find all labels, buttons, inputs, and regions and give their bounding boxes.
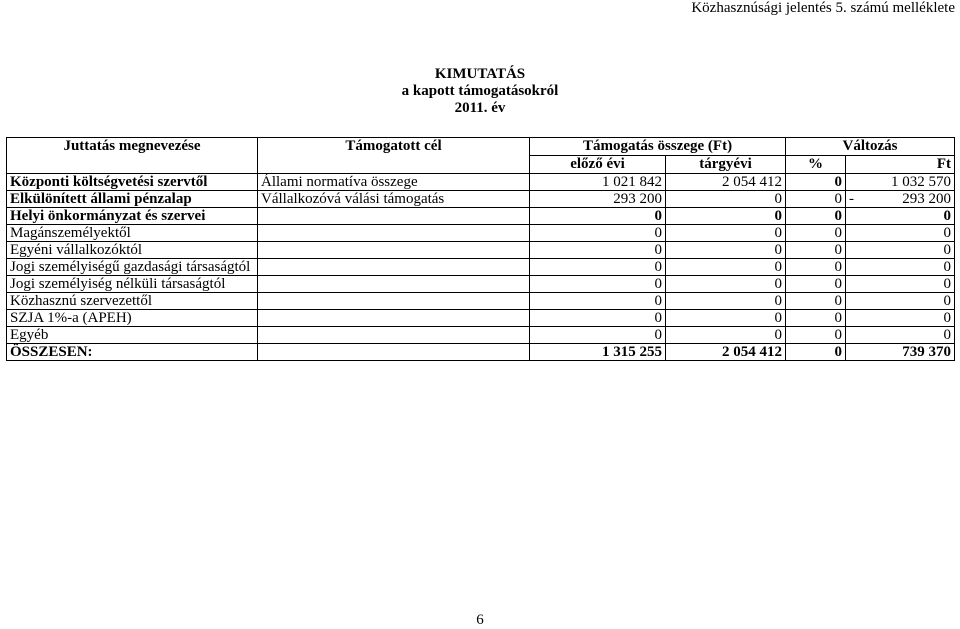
row-prev: 1 021 842 — [530, 174, 666, 191]
table-row — [7, 259, 955, 276]
row-name: Egyéb — [7, 327, 258, 344]
header-ft: Ft — [846, 156, 955, 174]
row-name: Jogi személyiségű gazdasági társaságtól — [7, 259, 258, 276]
row-prev: 0 — [530, 327, 666, 344]
row-pct: 0 — [786, 276, 846, 293]
total-prev: 1 315 255 — [530, 344, 666, 361]
row-ft — [846, 242, 955, 259]
row-name: Közhasznú szervezettől — [7, 293, 258, 310]
title-line-1: KIMUTATÁS — [434, 66, 526, 82]
row-curr: 0 — [666, 293, 786, 310]
page-number: 6 — [476, 612, 484, 628]
row-curr: 0 — [666, 225, 786, 242]
row-pct: 0 — [786, 225, 846, 242]
row-ft-value: 1 032 570 — [891, 173, 952, 190]
row-pct: 0 — [786, 293, 846, 310]
row-ft — [846, 310, 955, 327]
row-curr: 0 — [666, 276, 786, 293]
row-purpose — [258, 259, 530, 276]
table-row — [7, 276, 955, 293]
title-line-3: 2011. év — [454, 100, 506, 116]
row-name: Jogi személyiség nélküli társaságtól — [7, 276, 258, 293]
row-name: Magánszemélyektől — [7, 225, 258, 242]
total-label: ÖSSZESEN: — [7, 344, 258, 361]
row-ft — [846, 276, 955, 293]
row-curr: 0 — [666, 208, 786, 225]
table-row — [7, 242, 955, 259]
row-prev: 0 — [530, 225, 666, 242]
title-line-2: a kapott támogatásokról — [401, 83, 559, 99]
row-pct: 0 — [786, 191, 846, 208]
header-amount-group: Támogatás összege (Ft) — [530, 138, 786, 156]
row-ft — [846, 208, 955, 225]
row-purpose: Vállalkozóvá válási támogatás — [258, 191, 530, 208]
row-prev: 0 — [530, 293, 666, 310]
header-curr: tárgyévi — [666, 156, 786, 174]
subheader-empty-1 — [7, 156, 258, 174]
row-curr: 0 — [666, 310, 786, 327]
table-row — [7, 174, 955, 191]
row-prev: 0 — [530, 242, 666, 259]
row-ft — [846, 293, 955, 310]
row-name: Helyi önkormányzat és szervei — [7, 208, 258, 225]
subheader-empty-2 — [258, 156, 530, 174]
row-ft — [846, 174, 955, 191]
row-pct: 0 — [786, 242, 846, 259]
row-prev: 0 — [530, 259, 666, 276]
row-curr: 0 — [666, 259, 786, 276]
row-sign: - — [849, 190, 855, 207]
row-purpose — [258, 208, 530, 225]
header-prev: előző évi — [530, 156, 666, 174]
row-ft-value: 0 — [943, 292, 952, 309]
row-name: SZJA 1%-a (APEH) — [7, 310, 258, 327]
table-row — [7, 310, 955, 327]
table-row — [7, 293, 955, 310]
row-pct: 0 — [786, 327, 846, 344]
row-purpose — [258, 327, 530, 344]
row-name: Elkülönített állami pénzalap — [7, 191, 258, 208]
row-ft — [846, 327, 955, 344]
row-ft-value: 0 — [943, 258, 952, 275]
row-purpose: Állami normatíva összege — [258, 174, 530, 191]
row-name: Egyéni vállalkozóktól — [7, 242, 258, 259]
row-prev: 0 — [530, 208, 666, 225]
row-pct: 0 — [786, 208, 846, 225]
row-ft — [846, 259, 955, 276]
total-purpose — [258, 344, 530, 361]
table-row — [7, 208, 955, 225]
table-header-row — [7, 138, 955, 156]
row-name: Központi költségvetési szervtől — [7, 174, 258, 191]
document-header: Közhasznúsági jelentés 5. számú melléklete — [691, 0, 955, 16]
row-pct: 0 — [786, 259, 846, 276]
table-subheader-row — [7, 156, 955, 174]
row-prev: 0 — [530, 276, 666, 293]
row-purpose — [258, 242, 530, 259]
row-ft-value: 0 — [943, 241, 952, 258]
row-curr: 0 — [666, 327, 786, 344]
header-name: Juttatás megnevezése — [7, 138, 258, 156]
table-row — [7, 225, 955, 242]
row-prev: 0 — [530, 310, 666, 327]
row-pct: 0 — [786, 174, 846, 191]
row-ft-value: 0 — [943, 309, 952, 326]
table-row — [7, 191, 955, 208]
row-purpose — [258, 310, 530, 327]
row-purpose — [258, 293, 530, 310]
row-curr: 0 — [666, 191, 786, 208]
row-ft-value: 0 — [943, 207, 952, 224]
row-curr: 2 054 412 — [666, 174, 786, 191]
row-ft-value: 0 — [943, 224, 952, 241]
support-table — [6, 137, 955, 361]
header-pct: % — [786, 156, 846, 174]
row-ft-value: 0 — [943, 326, 952, 343]
row-ft — [846, 225, 955, 242]
total-pct: 0 — [786, 344, 846, 361]
row-ft-value: 0 — [943, 275, 952, 292]
row-ft-value: 293 200 — [902, 190, 952, 207]
row-purpose — [258, 276, 530, 293]
row-pct: 0 — [786, 310, 846, 327]
table-row — [7, 327, 955, 344]
total-ft: 739 370 — [846, 344, 955, 361]
row-curr: 0 — [666, 242, 786, 259]
row-prev: 293 200 — [530, 191, 666, 208]
header-change-group: Változás — [786, 138, 955, 156]
row-purpose — [258, 225, 530, 242]
row-ft — [846, 191, 955, 208]
total-row — [7, 344, 955, 361]
total-curr: 2 054 412 — [666, 344, 786, 361]
header-purpose: Támogatott cél — [258, 138, 530, 156]
